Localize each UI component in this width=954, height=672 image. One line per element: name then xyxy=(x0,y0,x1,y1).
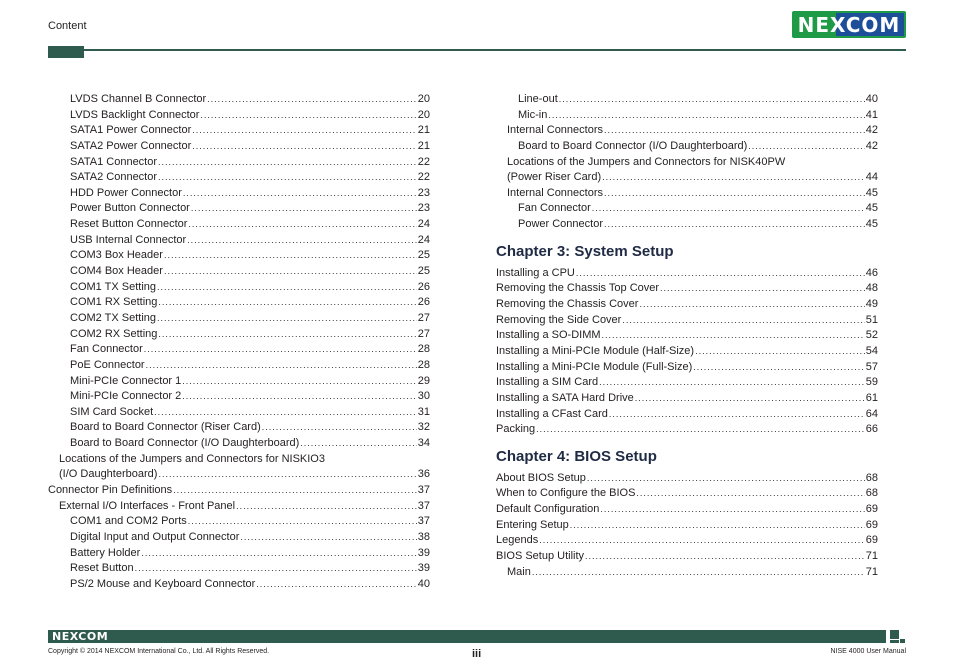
toc-entry-page: 26 xyxy=(417,280,430,293)
toc-entry-page: 69 xyxy=(865,503,878,516)
toc-entry-page: 27 xyxy=(417,327,430,340)
toc-entry[interactable] xyxy=(496,186,878,202)
toc-entry[interactable] xyxy=(48,92,430,108)
toc-entry-page: 61 xyxy=(865,391,878,404)
toc-leader-dots xyxy=(173,483,417,499)
toc-entry-page: 34 xyxy=(417,437,430,450)
toc-entry[interactable] xyxy=(496,344,878,360)
toc-entry[interactable] xyxy=(496,502,878,518)
toc-entry-page: 52 xyxy=(865,329,878,342)
toc-entry[interactable] xyxy=(496,486,878,502)
toc-entry-page: 26 xyxy=(417,296,430,309)
toc-right-column xyxy=(496,92,878,580)
toc-leader-dots xyxy=(207,92,417,108)
toc-leader-dots xyxy=(157,311,417,327)
toc-entry-title: Installing a Mini-PCIe Module (Full-Size) xyxy=(496,360,693,373)
toc-entry-title: Locations of the Jumpers and Connectors for NISKIO3 xyxy=(59,452,325,465)
toc-leader-dots xyxy=(158,295,416,311)
toc-entry-title: SATA1 Power Connector xyxy=(70,124,192,137)
toc-entry[interactable] xyxy=(48,530,430,546)
toc-leader-dots xyxy=(570,518,865,534)
toc-leader-dots xyxy=(635,391,865,407)
toc-entry-title: Packing xyxy=(496,423,536,436)
toc-entry[interactable] xyxy=(496,201,878,217)
toc-entry-title: Power Button Connector xyxy=(70,202,190,215)
toc-entry[interactable] xyxy=(48,139,430,155)
toc-entry[interactable] xyxy=(48,248,430,264)
toc-entry-title: Locations of the Jumpers and Connectors for NISK40PW xyxy=(507,155,786,168)
toc-entry[interactable] xyxy=(48,155,430,171)
toc-entry[interactable] xyxy=(48,483,430,499)
toc-entry-title: Installing a Mini-PCIe Module (Half-Size) xyxy=(496,344,695,357)
toc-entry[interactable] xyxy=(48,201,430,217)
toc-leader-dots xyxy=(536,422,865,438)
toc-entry-page: 42 xyxy=(865,124,878,137)
toc-entry-title: Power Connector xyxy=(518,218,603,231)
toc-entry-title: SATA2 Connector xyxy=(70,171,158,184)
toc-entry[interactable] xyxy=(48,420,430,436)
toc-entry-title: Board to Board Connector (I/O Daughterboard) xyxy=(518,139,748,152)
toc-entry-page: 39 xyxy=(417,562,430,575)
chapter-4-list xyxy=(496,471,878,580)
toc-entry-page: 51 xyxy=(865,313,878,326)
toc-entry-title: COM3 Box Header xyxy=(70,249,163,262)
toc-leader-dots xyxy=(192,123,416,139)
toc-leader-dots xyxy=(300,436,416,452)
toc-entry-title: Internal Connectors xyxy=(507,124,603,137)
toc-entry-page: 66 xyxy=(865,423,878,436)
chapter-4-heading[interactable]: Chapter 4: BIOS Setup xyxy=(496,447,657,465)
toc-leader-dots xyxy=(600,502,864,518)
toc-leader-dots xyxy=(602,170,865,186)
toc-entry-title: Legends xyxy=(496,534,539,547)
toc-entry-title: COM4 Box Header xyxy=(70,265,163,278)
toc-leader-dots xyxy=(154,405,417,421)
toc-entry[interactable] xyxy=(48,561,430,577)
toc-leader-dots xyxy=(188,217,416,233)
toc-entry-title: HDD Power Connector xyxy=(70,186,182,199)
toc-entry[interactable] xyxy=(48,280,430,296)
toc-entry-title: Board to Board Connector (I/O Daughterboard) xyxy=(70,437,300,450)
toc-entry-title: Removing the Chassis Top Cover xyxy=(496,282,660,295)
toc-entry-page: 71 xyxy=(865,565,878,578)
toc-entry-page: 49 xyxy=(865,298,878,311)
toc-leader-dots xyxy=(262,420,417,436)
toc-entry-page: 37 xyxy=(417,484,430,497)
toc-leader-dots xyxy=(636,486,864,502)
toc-leader-dots xyxy=(158,170,417,186)
toc-entry-title: Installing a SO-DIMM xyxy=(496,329,601,342)
toc-entry-title: Battery Holder xyxy=(70,546,141,559)
toc-leader-dots xyxy=(164,264,417,280)
toc-entry[interactable] xyxy=(48,217,430,233)
toc-entry-page: 38 xyxy=(417,530,430,543)
toc-entry-title: Installing a CFast Card xyxy=(496,407,608,420)
toc-leader-dots xyxy=(141,546,416,562)
toc-entry[interactable] xyxy=(496,123,878,139)
toc-leader-dots xyxy=(585,549,865,565)
page-number: iii xyxy=(472,648,482,660)
toc-entry-page: 68 xyxy=(865,471,878,484)
toc-entry-page: 30 xyxy=(417,390,430,403)
toc-leader-dots xyxy=(609,407,865,423)
toc-leader-dots xyxy=(695,344,865,360)
toc-leader-dots xyxy=(599,375,865,391)
toc-entry-title: COM2 TX Setting xyxy=(70,311,156,324)
toc-leader-dots xyxy=(539,533,865,549)
toc-entry-title: (I/O Daughterboard) xyxy=(59,468,158,481)
toc-entry-page: 29 xyxy=(417,374,430,387)
toc-entry[interactable] xyxy=(48,374,430,390)
toc-entry[interactable] xyxy=(48,577,430,593)
toc-entry-page: 40 xyxy=(865,93,878,105)
toc-entry-title: Main xyxy=(507,565,531,578)
toc-entry[interactable] xyxy=(48,546,430,562)
toc-entry-title: COM2 RX Setting xyxy=(70,327,158,340)
toc-entry-page: 57 xyxy=(865,360,878,373)
toc-entry-page: 37 xyxy=(417,499,430,512)
toc-leader-dots xyxy=(187,233,417,249)
toc-entry-page: 32 xyxy=(417,421,430,434)
toc-entry[interactable] xyxy=(48,342,430,358)
toc-entry-title: (Power Riser Card) xyxy=(507,171,602,184)
toc-entry-title: Entering Setup xyxy=(496,518,569,531)
toc-entry[interactable] xyxy=(496,565,878,581)
toc-entry-title: Line-out xyxy=(518,93,558,105)
toc-entry-page: 71 xyxy=(865,550,878,563)
toc-entry-page: 25 xyxy=(417,249,430,262)
toc-entry[interactable] xyxy=(48,389,430,405)
toc-entry[interactable] xyxy=(496,533,878,549)
toc-entry-title: Fan Connector xyxy=(70,343,143,356)
toc-leader-dots xyxy=(158,327,416,343)
toc-entry-title: Fan Connector xyxy=(518,202,591,215)
toc-entry-title: Mini-PCIe Connector 2 xyxy=(70,390,182,403)
toc-entry-page: 22 xyxy=(417,171,430,184)
toc-entry-title: Mic-in xyxy=(518,108,548,121)
header-accent-block xyxy=(48,46,84,58)
toc-entry-page: 24 xyxy=(417,233,430,246)
toc-right-top xyxy=(496,92,878,233)
toc-leader-dots xyxy=(192,139,416,155)
toc-leader-dots xyxy=(135,561,417,577)
toc-entry[interactable] xyxy=(48,311,430,327)
toc-entry-page: 28 xyxy=(417,343,430,356)
copyright-text: Copyright © 2014 NEXCOM International Co., Ltd. All Rights Reserved. xyxy=(48,648,270,655)
toc-entry-title: LVDS Channel B Connector xyxy=(70,93,207,105)
toc-entry[interactable] xyxy=(496,549,878,565)
toc-entry[interactable] xyxy=(496,281,878,297)
toc-entry-page: 40 xyxy=(417,577,430,590)
toc-leader-dots xyxy=(182,374,416,390)
toc-entry[interactable] xyxy=(496,328,878,344)
toc-entry-page: 45 xyxy=(865,218,878,231)
toc-entry[interactable] xyxy=(48,499,430,515)
toc-entry-title: Internal Connectors xyxy=(507,186,603,199)
toc-leader-dots xyxy=(158,467,416,483)
toc-entry[interactable] xyxy=(496,407,878,423)
toc-entry-title: Reset Button xyxy=(70,562,134,575)
logo-text: NEXCOM xyxy=(797,12,901,37)
toc-entry[interactable] xyxy=(496,391,878,407)
nexcom-logo xyxy=(792,11,906,38)
toc-entry-title: SATA1 Connector xyxy=(70,155,158,168)
toc-entry[interactable] xyxy=(48,295,430,311)
toc-entry-title: Installing a CPU xyxy=(496,266,575,279)
toc-leader-dots xyxy=(592,201,865,217)
toc-entry-title: About BIOS Setup xyxy=(496,471,586,484)
toc-entry-title: Installing a SIM Card xyxy=(496,376,599,389)
toc-entry[interactable] xyxy=(48,452,430,468)
toc-entry-title: Default Configuration xyxy=(496,503,600,516)
toc-entry-page: 69 xyxy=(865,518,878,531)
toc-entry-page: 44 xyxy=(865,171,878,184)
toc-entry-title: SATA2 Power Connector xyxy=(70,139,192,152)
toc-entry-page: 46 xyxy=(865,266,878,279)
toc-entry-page: 37 xyxy=(417,515,430,528)
toc-leader-dots xyxy=(622,313,864,329)
manual-title: NISE 4000 User Manual xyxy=(830,648,906,655)
toc-leader-dots xyxy=(604,186,865,202)
toc-leader-dots xyxy=(164,248,417,264)
section-label: Content xyxy=(48,20,87,32)
toc-leader-dots xyxy=(660,281,865,297)
toc-leader-dots xyxy=(748,139,864,155)
toc-entry-title: Connector Pin Definitions xyxy=(48,484,173,497)
toc-entry-page: 31 xyxy=(417,405,430,418)
toc-entry-page: 45 xyxy=(865,186,878,199)
toc-leader-dots xyxy=(188,514,417,530)
toc-entry-page: 64 xyxy=(865,407,878,420)
toc-leader-dots xyxy=(183,186,417,202)
toc-left-column xyxy=(48,92,430,593)
toc-entry[interactable] xyxy=(496,471,878,487)
toc-entry[interactable] xyxy=(496,422,878,438)
toc-leader-dots xyxy=(144,342,417,358)
toc-leader-dots xyxy=(587,471,865,487)
toc-entry-title: External I/O Interfaces - Front Panel xyxy=(59,499,236,512)
toc-leader-dots xyxy=(559,92,865,108)
toc-entry[interactable] xyxy=(496,297,878,313)
toc-entry-page: 24 xyxy=(417,218,430,231)
toc-entry-page: 23 xyxy=(417,202,430,215)
toc-entry-title: Installing a SATA Hard Drive xyxy=(496,391,634,404)
toc-leader-dots xyxy=(604,123,865,139)
toc-leader-dots xyxy=(240,530,416,546)
toc-entry-page: 25 xyxy=(417,265,430,278)
toc-entry-page: 69 xyxy=(865,534,878,547)
toc-entry[interactable] xyxy=(48,264,430,280)
toc-entry-page: 36 xyxy=(417,468,430,481)
toc-entry[interactable] xyxy=(48,123,430,139)
toc-entry-page: 48 xyxy=(865,282,878,295)
toc-entry[interactable] xyxy=(496,217,878,233)
toc-leader-dots xyxy=(604,217,865,233)
chapter-3-heading[interactable]: Chapter 3: System Setup xyxy=(496,242,674,260)
toc-entry[interactable] xyxy=(48,170,430,186)
toc-entry[interactable] xyxy=(496,375,878,391)
toc-entry[interactable] xyxy=(48,358,430,374)
toc-leader-dots xyxy=(693,360,865,376)
toc-entry-title: Digital Input and Output Connector xyxy=(70,530,240,543)
toc-entry-title: Mini-PCIe Connector 1 xyxy=(70,374,182,387)
toc-leader-dots xyxy=(532,565,865,581)
toc-entry-page: 59 xyxy=(865,376,878,389)
toc-entry[interactable] xyxy=(48,108,430,124)
toc-entry-page: 39 xyxy=(417,546,430,559)
toc-entry-page: 68 xyxy=(865,487,878,500)
toc-entry-title: Removing the Chassis Cover xyxy=(496,298,639,311)
toc-leader-dots xyxy=(602,328,865,344)
toc-entry-title: PS/2 Mouse and Keyboard Connector xyxy=(70,577,256,590)
toc-entry-page: 23 xyxy=(417,186,430,199)
toc-leader-dots xyxy=(157,280,417,296)
toc-entry[interactable] xyxy=(48,327,430,343)
toc-entry-title: When to Configure the BIOS xyxy=(496,487,636,500)
toc-entry-page: 45 xyxy=(865,202,878,215)
toc-entry[interactable] xyxy=(496,108,878,124)
toc-entry-title: LVDS Backlight Connector xyxy=(70,108,200,121)
toc-entry-title: Reset Button Connector xyxy=(70,218,188,231)
toc-entry-page: 54 xyxy=(865,344,878,357)
toc-entry-title: Board to Board Connector (Riser Card) xyxy=(70,421,261,434)
toc-entry-title: SIM Card Socket xyxy=(70,405,154,418)
toc-entry-title: PoE Connector xyxy=(70,358,145,371)
toc-entry-page: 27 xyxy=(417,311,430,324)
toc-entry-page: 21 xyxy=(417,124,430,137)
toc-entry[interactable] xyxy=(496,313,878,329)
toc-entry-page: 20 xyxy=(417,93,430,105)
footer-bar xyxy=(48,630,886,643)
footer-squares-icon xyxy=(890,630,906,643)
toc-entry-title: Removing the Side Cover xyxy=(496,313,622,326)
toc-leader-dots xyxy=(158,155,417,171)
toc-entry[interactable] xyxy=(48,436,430,452)
toc-entry-page: 20 xyxy=(417,108,430,121)
toc-entry-title: COM1 and COM2 Ports xyxy=(70,515,187,528)
header-rule xyxy=(84,49,906,51)
toc-entry-title: USB Internal Connector xyxy=(70,233,187,246)
toc-entry-page: 41 xyxy=(865,108,878,121)
toc-entry[interactable] xyxy=(496,518,878,534)
toc-entry-title: COM1 TX Setting xyxy=(70,280,156,293)
toc-entry[interactable] xyxy=(48,467,430,483)
toc-entry[interactable] xyxy=(496,360,878,376)
toc-leader-dots xyxy=(256,577,416,593)
toc-leader-dots xyxy=(639,297,864,313)
toc-entry-title: COM1 RX Setting xyxy=(70,296,158,309)
toc-leader-dots xyxy=(548,108,864,124)
toc-entry[interactable] xyxy=(496,170,878,186)
chapter-3-list xyxy=(496,266,878,438)
toc-entry[interactable] xyxy=(496,139,878,155)
toc-entry-page: 28 xyxy=(417,358,430,371)
toc-entry[interactable] xyxy=(496,266,878,282)
toc-entry-page: 42 xyxy=(865,139,878,152)
toc-entry-title: BIOS Setup Utility xyxy=(496,550,585,563)
toc-leader-dots xyxy=(191,201,417,217)
toc-leader-dots xyxy=(236,499,417,515)
toc-entry[interactable] xyxy=(48,186,430,202)
toc-entry-page: 22 xyxy=(417,155,430,168)
toc-leader-dots xyxy=(182,389,416,405)
toc-entry[interactable] xyxy=(496,155,878,171)
toc-entry[interactable] xyxy=(496,92,878,108)
toc-entry[interactable] xyxy=(48,233,430,249)
toc-leader-dots xyxy=(200,108,416,124)
footer-logo: NEXCOM xyxy=(52,630,109,643)
toc-leader-dots xyxy=(146,358,417,374)
toc-entry[interactable] xyxy=(48,514,430,530)
toc-entry[interactable] xyxy=(48,405,430,421)
toc-leader-dots xyxy=(576,266,865,282)
toc-entry-page: 21 xyxy=(417,139,430,152)
